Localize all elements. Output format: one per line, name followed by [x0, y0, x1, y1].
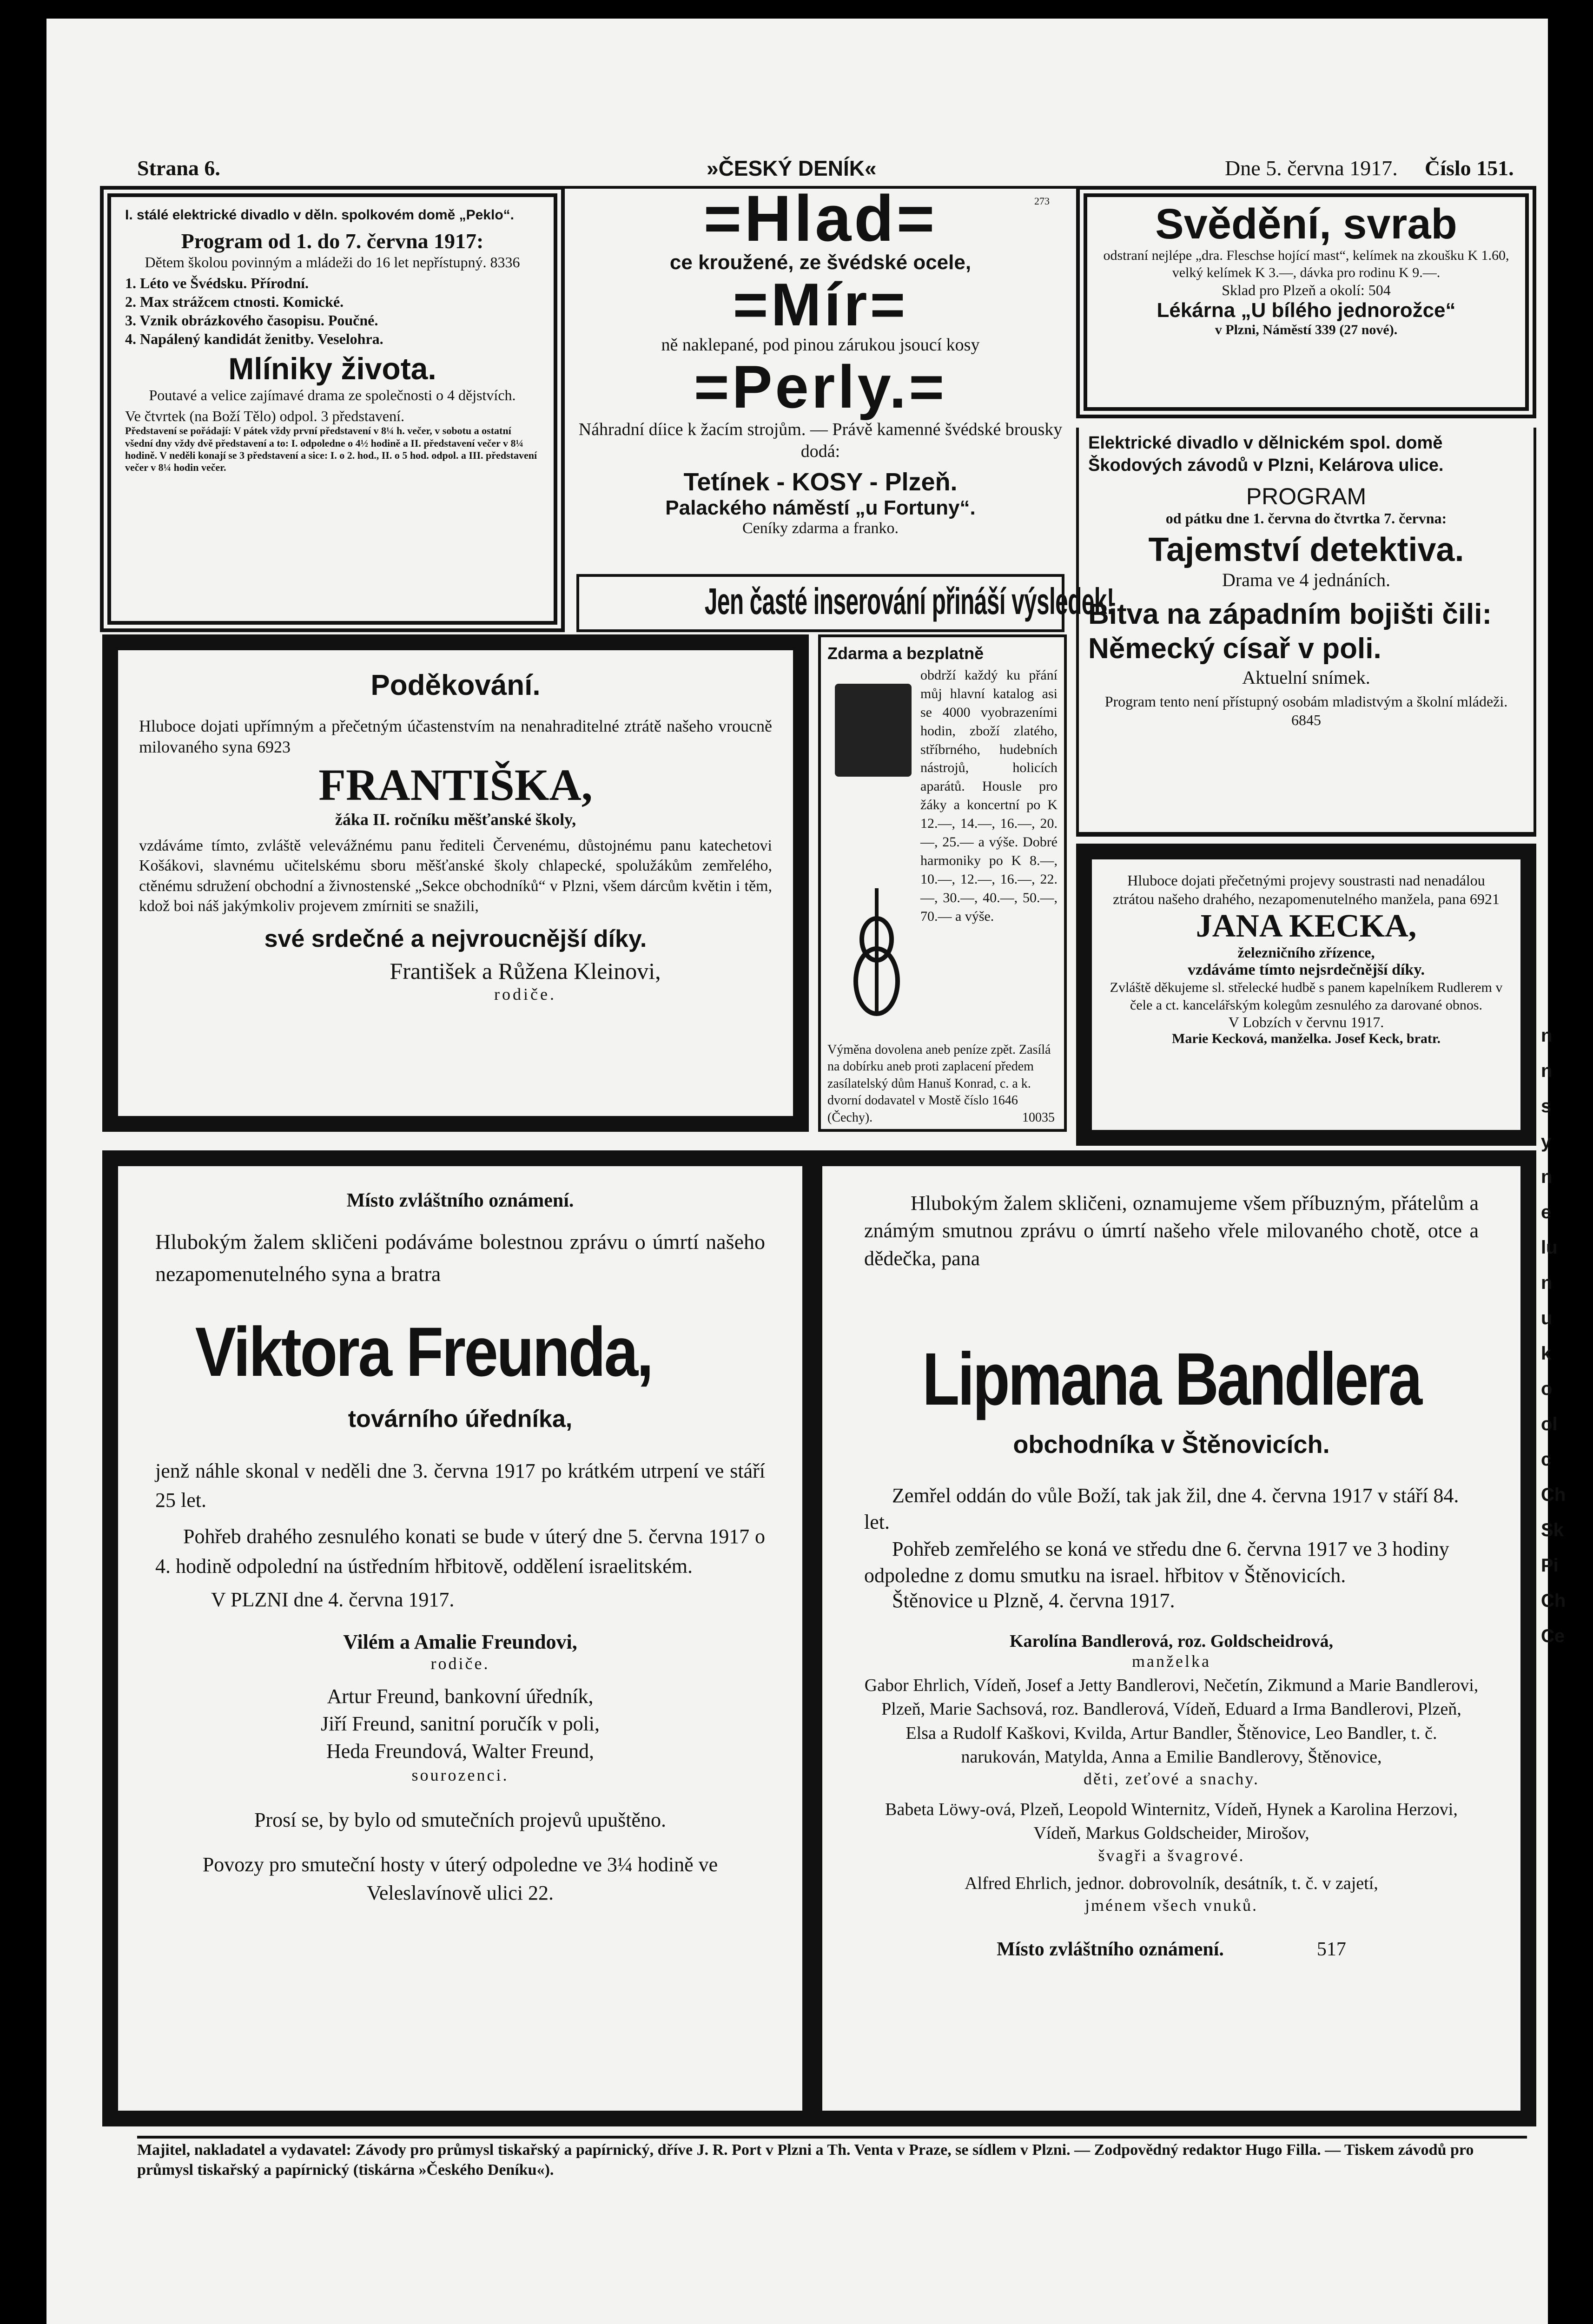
bandler-desc: obchodníka v Štěnovicích.	[1013, 1431, 1330, 1459]
edge-letter: Ce	[1541, 1626, 1565, 1646]
thanks1-role: rodiče.	[494, 984, 556, 1004]
edge-letter: Ch	[1541, 1485, 1566, 1505]
bandler-death: Zemřel oddán do vůle Boží, tak jak žil, dne 4. června 1917 v stáří 84. let.	[864, 1484, 1459, 1534]
edge-letter: y	[1541, 1131, 1552, 1152]
edge-letter: s	[1541, 1096, 1552, 1116]
freund-siblings-role: sourozenci.	[411, 1765, 509, 1784]
catalog-title: Zdarma a bezplatně	[827, 644, 984, 663]
scythes-seller: Tetínek - KOSY - Plzeň.	[683, 468, 958, 496]
freund-sibling: Jiří Freund, sanitní poručík v poli,	[320, 1712, 600, 1736]
bandler-wife-role: manželka	[1132, 1651, 1211, 1670]
thanks1-desc: žáka II. ročníku měšťanské školy,	[335, 810, 576, 829]
bandler-name: Lipmana Bandlera	[922, 1337, 1421, 1421]
scythes-line3: Náhradní díice k žacím strojům. — Právě kamenné švédské brousky dodá:	[578, 419, 1063, 461]
bandler-intro: Hlubokým žalem skličeni, oznamujeme všem příbuzným, přátelům a známým smutnou zprávu o úmrtí našeho vřele milovaného chotě, otce a dědečka, pana	[864, 1192, 1479, 1270]
freund-sibling: Artur Freund, bankovní úředník,	[327, 1684, 594, 1708]
theatre2-number: 6845	[1291, 711, 1321, 728]
perly-heading: =Perly.=	[694, 353, 947, 421]
thanks2-number: 6921	[1469, 891, 1500, 907]
freund-intro: Hlubokým žalem skličeni podáváme bolestnou zprávu o úmrtí našeho nezapomenutelného syna a bratra	[155, 1230, 765, 1286]
thanks2-intro: Hluboce dojati přečetnými projevy soustrasti nad nenadálou ztrátou našeho drahého, nezapomenutelného manžela, pana	[1113, 872, 1485, 907]
itch-title: Svědění, svrab	[1155, 200, 1457, 248]
scythes-line1: ce kroužené, ze švédské ocele,	[669, 251, 972, 274]
thanks1-title: Poděkování.	[370, 669, 541, 701]
edge-letter: k	[1541, 1343, 1552, 1364]
edge-letter: n	[1541, 1167, 1553, 1187]
thanks2-name: JANA KECKA,	[1196, 908, 1417, 944]
edge-letter: n	[1541, 1273, 1553, 1293]
bandler-family: Gabor Ehrlich, Vídeň, Josef a Jetty Bandlerovi, Nečetín, Zikmund a Marie Bandlerovi, Plzeň, Marie Sachsová, roz. Bandlerová, Vídeň, Eduard a Irma Bandlerovi, Plzeň, Elsa a Rudolf Kaškovi, Kvilda, Artur Bandler, Štěnovice, Leo Bandler, t. č. narukován, Matylda, Anna a Emilie Bandlerovy, Štěnovice,	[864, 1675, 1479, 1767]
bandler-inlaws: Babeta Löwy-ová, Plzeň, Leopold Winternitz, Vídeň, Hynek a Karolina Herzovi, Vídeň, Markus Goldscheider, Mirošov,	[885, 1800, 1458, 1843]
scythes-number: 273	[1034, 195, 1050, 207]
itch-number: 504	[1368, 281, 1391, 298]
freund-header: Místo zvláštního oznámení.	[346, 1190, 574, 1211]
freund-desc: továrního úředníka,	[348, 1405, 573, 1433]
edge-letter: lu	[1541, 1237, 1558, 1258]
theatre1-feature-desc: Poutavé a velice zajímavé drama ze společnosti o 4 dějstvích.	[149, 386, 516, 403]
page-number: Strana 6.	[137, 156, 220, 180]
edge-letter: Ch	[1541, 1591, 1566, 1611]
thanks2-thanks: vzdáváme tímto nejsrdečnější díky.	[1188, 961, 1425, 978]
freund-funeral: Pohřeb drahého zesnulého konati se bude v úterý dne 5. června 1917 o 4. hodině odpolední na ústředním hřbitově, oddělení israelitském.	[155, 1525, 765, 1578]
theatre2-battle: Bitva na západním bojišti čili: Německý císař v poli.	[1088, 598, 1492, 665]
thanks1-number: 6923	[257, 738, 291, 756]
freund-request: Prosí se, by bylo od smutečních projevů upuštěno.	[254, 1808, 666, 1831]
theatre1-program: Program od 1. do 7. června 1917:	[181, 229, 484, 253]
theatre-peklo-ad	[100, 186, 565, 632]
itch-pharmacy: Lékárna „U bílého jednorožce“	[1157, 298, 1456, 322]
theatre2-news: Aktuelní snímek.	[1242, 667, 1370, 688]
edge-letter: n	[1541, 1061, 1553, 1081]
theatre1-title: I. stálé elektrické divadlo v děln. spolkovém domě „Peklo“.	[125, 207, 514, 223]
theatre2-title: Elektrické divadlo v dělnickém spol. domě Škodových závodů v Plzni, Kelárova ulice.	[1088, 433, 1444, 475]
mir-heading: =Mír=	[733, 271, 908, 338]
newspaper-title: »ČESKÝ DENÍK«	[707, 156, 877, 180]
accordion-illustration	[835, 684, 912, 777]
bandler-funeral: Pohřeb zemřelého se koná ve středu dne 6. června 1917 ve 3 hodiny odpoledne z domu smutku na israel. hřbitov v Štěnovicích.	[864, 1537, 1449, 1587]
itch-text: odstraní nejlépe „dra. Fleschse hojící mast“, kelímek na zkoušku K 1.60, velký kelímek K 3.—, dávka pro rodinu K 9.—.	[1103, 247, 1509, 281]
thanks-kecek-ad	[1076, 844, 1536, 1146]
theatre2-dates: od pátku dne 1. června do čtvrtka 7. června:	[1165, 510, 1447, 527]
bandler-number: 517	[1316, 1939, 1346, 1960]
theatre1-item: 3. Vznik obrázkového časopisu. Poučné.	[125, 311, 378, 329]
thanks2-body: Zvláště děkujeme sl. střelecké hudbě s panem kapelníkem Rudlerem v čele a ct. kancelářským kolegům zesnulého za darované obnos.	[1110, 980, 1503, 1013]
theatre1-number: 8336	[490, 253, 520, 271]
bandler-grandson: Alfred Ehrlich, jednor. dobrovolník, desátník, t. č. v zajetí,	[965, 1873, 1378, 1893]
catalog-number: 10035	[1022, 1110, 1055, 1125]
bandler-footer: Místo zvláštního oznámení.	[997, 1939, 1224, 1960]
slogan-text: Jen časté inserování přináší výsledek!	[704, 581, 1114, 622]
edge-letter: Sk	[1541, 1520, 1564, 1540]
edge-letter: Pi	[1541, 1555, 1559, 1576]
edge-letter: e	[1541, 1202, 1552, 1222]
theatre-skoda-ad	[1076, 428, 1536, 837]
scythes-catalog: Ceníky zdarma a franko.	[742, 519, 899, 537]
theatre1-item: 2. Max strážcem ctnosti. Komické.	[125, 293, 344, 310]
theatre1-item: 4. Napálený kandidát ženitby. Veselohra.	[125, 330, 383, 347]
thanks-kleinovi-ad	[102, 634, 809, 1132]
thanks2-place: V Lobzích v červnu 1917.	[1228, 1014, 1384, 1030]
edge-letter: c	[1541, 1449, 1552, 1470]
bandler-place: Štěnovice u Plzně, 4. června 1917.	[892, 1589, 1175, 1612]
edge-letter: u	[1541, 1308, 1553, 1328]
scythes-ad	[576, 182, 1064, 581]
theatre2-note: Program tento není přístupný osobám mladistvým a školní mládeži.	[1104, 693, 1508, 710]
itch-depot: Sklad pro Plzeň a okolí:	[1222, 281, 1365, 298]
thanks2-signature: Marie Kecková, manželka. Josef Keck, bratr.	[1172, 1031, 1441, 1046]
freund-sibling: Heda Freundová, Walter Freund,	[326, 1740, 595, 1763]
theatre1-restriction: Dětem školou povinným a mládeži do 16 let nepřístupný.	[145, 253, 487, 271]
edge-letter: ol	[1541, 1414, 1558, 1434]
adjacent-page-edge	[1541, 1018, 1566, 1654]
thanks2-desc: železničního zřízence,	[1237, 944, 1375, 961]
theatre2-feature-desc: Drama ve 4 jednáních.	[1222, 569, 1391, 590]
freund-death: jenž náhle skonal v neděli dne 3. června 1917 po krátkém utrpení ve stáří 25 let.	[155, 1459, 765, 1512]
itch-remedy-ad	[1076, 186, 1536, 418]
bandler-family-role: děti, zeťové a snachy.	[1084, 1769, 1259, 1789]
thanks1-body: vzdáváme tímto, zvláště velevážnému panu řediteli Červenému, důstojnému panu katechetovi Košákovi, slavnému učitelskému sboru měšťanské školy chlapecké, spolužákům zemřelého, ctěnému sdružení obchodní a živnostenské „Sekce obchodníků“ v Plzni, všem dárcům květin i těm, kdož boi náš jakýmkoliv projevem zmírniti se snažili,	[139, 837, 772, 915]
catalog-text: obdrží každý ku přání můj hlavní katalog asi se 4000 vyobrazeními hodin, zboží zlatého, stříbrného, hudebních nástrojů, holicích aparátů. Housle pro žáky a koncertní po K 12.—, 14.—, 16.—, 20.—, 25.— a výše. Dobré harmoniky po K 8.—, 10.—, 12.—, 16.—, 22.—, 30.—, 40.—, 50.—, 70.— a výše.	[920, 667, 1058, 924]
hlad-heading: =Hlad=	[703, 182, 938, 255]
imprint: Majitel, nakladatel a vydavatel: Závody pro průmysl tiskařský a papírnický, dříve J. R. Port v Plzni a Th. Venta v Praze, se sídlem v Plzni. — Zodpovědný redaktor Hugo Filla. — Tiskem závodů pro průmysl tiskařský a papírnický (tiskárna »Českého Deníku«).	[137, 2141, 1474, 2179]
itch-address: v Plzni, Náměstí 339 (27 nové).	[1215, 322, 1398, 337]
thanks1-intro: Hluboce dojati upřímným a přečetným účastenstvím na nenahraditelné ztrátě našeho vroucně milovaného syna	[139, 717, 772, 756]
violin-illustration	[849, 888, 905, 1028]
imprint-rule	[137, 2136, 1527, 2139]
theatre2-feature: Tajemství detektiva.	[1148, 531, 1464, 568]
theatre1-feature: Mlíniky života.	[228, 351, 436, 386]
freund-death-notice	[102, 1150, 818, 2126]
thanks1-thanks: své srdečné a nejvroucnější díky.	[264, 925, 647, 952]
theatre1-item: 1. Léto ve Švédsku. Přírodní.	[125, 274, 309, 291]
slogan-banner	[576, 574, 1114, 632]
issue-date: Dne 5. června 1917.	[1225, 156, 1398, 180]
freund-place: V PLZNI dne 4. června 1917.	[211, 1588, 455, 1611]
thanks1-signature: František a Růžena Kleinovi,	[390, 957, 661, 984]
bandler-wife: Karolína Bandlerová, roz. Goldscheidrová,	[1009, 1631, 1334, 1651]
edge-letter: n	[1541, 1025, 1553, 1046]
freund-parents-role: rodiče.	[430, 1654, 490, 1673]
issue-number: Číslo 151.	[1425, 156, 1514, 180]
theatre2-program: PROGRAM	[1246, 483, 1367, 509]
newspaper-page	[46, 19, 1566, 2324]
scythes-line2: ně naklepané, pod pinou zárukou jsoucí kosy	[661, 335, 980, 355]
bandler-inlaws-role: švagři a švagrové.	[1098, 1846, 1245, 1865]
theatre1-schedule: Představení se pořádají: V pátek vždy první představení v 8¼ h. večer, v sobotu a ostatní všední dny vždy dvě představení a to: I. odpoledne o 4½ hodině a II. představení večer v 8¼ hodině. V neděli konají se 3 představení a sice: I. o 2. hod., II. o 5 hod. odpol. a III. představení večer v 8¼ hodin večer.	[125, 425, 537, 474]
bandler-grandson-role: jménem všech vnuků.	[1085, 1896, 1258, 1915]
edge-letter: o	[1541, 1379, 1553, 1399]
catalog-exchange: Výměna dovolena aneb peníze zpět. Zasílá na dobírku aneb proti zaplacení předem zasílatelský dům Hanuš Konrad, c. a k. dvorní dodavatel v Mostě číslo 1646 (Čechy).	[827, 1043, 1051, 1125]
freund-parents: Vilém a Amalie Freundovi,	[343, 1630, 577, 1653]
bandler-death-notice	[806, 1150, 1536, 2126]
theatre1-thursday: Ve čtvrtek (na Boží Tělo) odpol. 3 představení.	[125, 408, 405, 425]
catalog-ad	[818, 634, 1067, 1132]
freund-carriages: Povozy pro smuteční hosty v úterý odpoledne ve 3¼ hodině ve Veleslavínově ulici 22.	[202, 1853, 718, 1905]
scythes-square: Palackého náměstí „u Fortuny“.	[665, 496, 976, 519]
freund-name: Viktora Freunda,	[195, 1313, 652, 1391]
thanks1-name: FRANTIŠKA,	[318, 760, 593, 810]
